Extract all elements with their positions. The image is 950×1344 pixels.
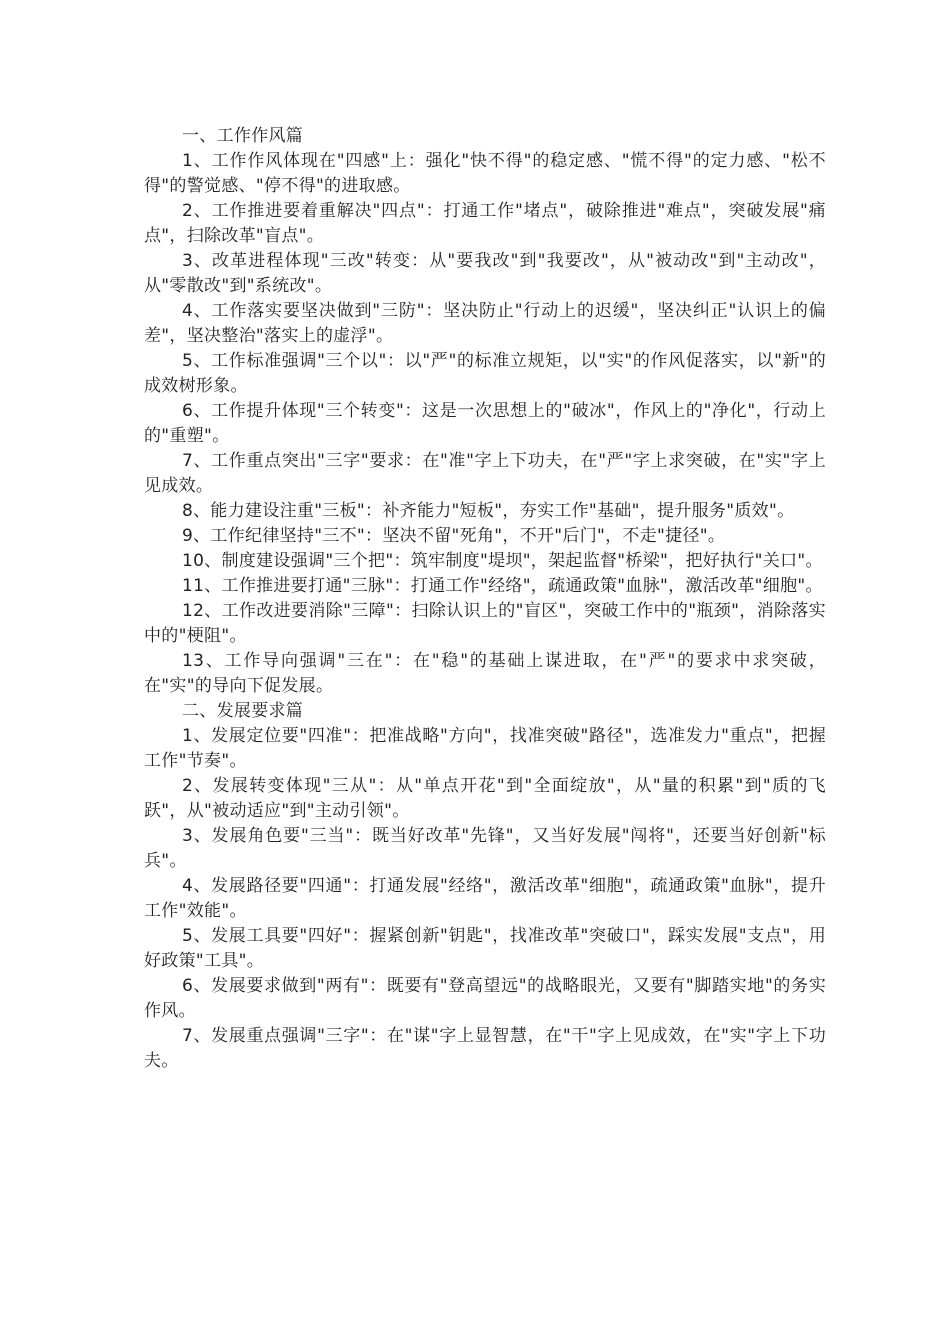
paragraph: 6、工作提升体现"三个转变"：这是一次思想上的"破冰"，作风上的"净化"，行动上的"重塑"。 — [144, 401, 826, 446]
section-heading: 一、工作作风篇 — [182, 126, 304, 146]
paragraph: 12、工作改进要消除"三障"：扫除认识上的"盲区"，突破工作中的"瓶颈"，消除落实中的"梗阻"。 — [144, 601, 826, 646]
paragraph: 7、工作重点突出"三字"要求：在"准"字上下功夫，在"严"字上求突破，在"实"字上见成效。 — [144, 451, 826, 496]
paragraph: 3、改革进程体现"三改"转变：从"要我改"到"我要改"，从"被动改"到"主动改"，从"零散改"到"系统改"。 — [144, 251, 826, 296]
section-heading: 二、发展要求篇 — [182, 701, 304, 721]
paragraph: 2、工作推进要着重解决"四点"：打通工作"堵点"，破除推进"难点"，突破发展"痛点"，扫除改革"盲点"。 — [144, 201, 826, 246]
paragraph: 1、工作作风体现在"四感"上：强化"快不得"的稳定感、"慌不得"的定力感、"松不得"的警觉感、"停不得"的进取感。 — [144, 151, 826, 196]
document-body — [144, 124, 826, 1074]
paragraph: 3、发展角色要"三当"：既当好改革"先锋"，又当好发展"闯将"，还要当好创新"标兵"。 — [144, 826, 826, 871]
paragraph: 5、工作标准强调"三个以"：以"严"的标准立规矩，以"实"的作风促落实，以"新"的成效树形象。 — [144, 351, 826, 396]
paragraph: 1、发展定位要"四准"：把准战略"方向"，找准突破"路径"，选准发力"重点"，把握工作"节奏"。 — [144, 726, 826, 771]
paragraph: 6、发展要求做到"两有"：既要有"登高望远"的战略眼光，又要有"脚踏实地"的务实作风。 — [144, 976, 826, 1021]
paragraph: 10、制度建设强调"三个把"：筑牢制度"堤坝"，架起监督"桥梁"，把好执行"关口"。 — [182, 551, 823, 571]
paragraph: 11、工作推进要打通"三脉"：打通工作"经络"，疏通政策"血脉"，激活改革"细胞"。 — [182, 576, 823, 596]
paragraph: 5、发展工具要"四好"：握紧创新"钥匙"，找准改革"突破口"，踩实发展"支点"，用好政策"工具"。 — [144, 926, 826, 971]
paragraph: 9、工作纪律坚持"三不"：坚决不留"死角"，不开"后门"，不走"捷径"。 — [182, 526, 726, 546]
paragraph: 13、工作导向强调"三在"：在"稳"的基础上谋进取，在"严"的要求中求突破，在"实"的导向下促发展。 — [144, 651, 826, 696]
paragraph: 4、发展路径要"四通"：打通发展"经络"，激活改革"细胞"，疏通政策"血脉"，提升工作"效能"。 — [144, 876, 826, 921]
paragraph: 2、发展转变体现"三从"：从"单点开花"到"全面绽放"，从"量的积累"到"质的飞跃"，从"被动适应"到"主动引领"。 — [144, 776, 826, 821]
paragraph: 8、能力建设注重"三板"：补齐能力"短板"，夯实工作"基础"，提升服务"质效"。 — [182, 501, 795, 521]
paragraph: 7、发展重点强调"三字"：在"谋"字上显智慧，在"干"字上见成效，在"实"字上下功夫。 — [144, 1026, 826, 1071]
paragraph: 4、工作落实要坚决做到"三防"：坚决防止"行动上的迟缓"，坚决纠正"认识上的偏差"，坚决整治"落实上的虚浮"。 — [144, 301, 826, 346]
